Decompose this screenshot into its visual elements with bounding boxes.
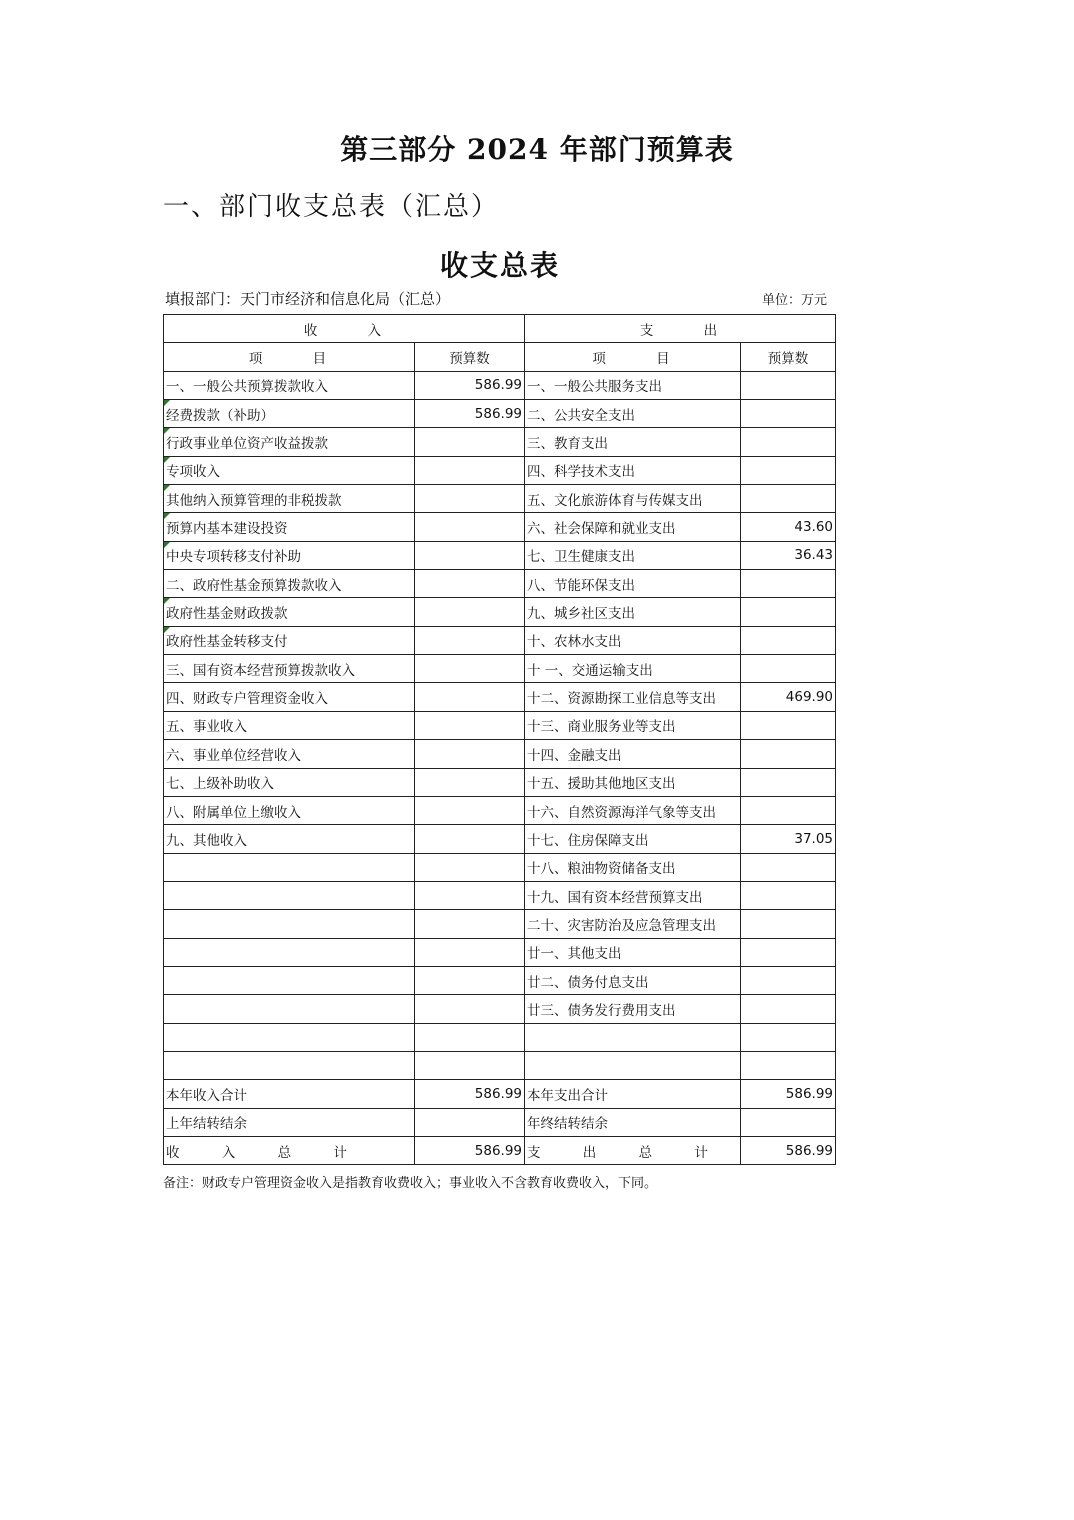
table-row bbox=[164, 1080, 836, 1108]
expense-budget-header: 预算数 bbox=[741, 343, 836, 371]
expense-value-cell bbox=[741, 1108, 836, 1136]
expense-value-cell: 37.05 bbox=[741, 825, 836, 853]
income-value-cell bbox=[415, 910, 525, 938]
expense-item-cell: 四、科学技术支出 bbox=[525, 456, 741, 484]
table-row bbox=[164, 1051, 836, 1079]
income-item-cell: 其他纳入预算管理的非税拨款 bbox=[164, 485, 415, 513]
income-item-cell: 八、附属单位上缴收入 bbox=[164, 796, 415, 824]
expense-value-cell bbox=[741, 853, 836, 881]
income-value-cell bbox=[415, 655, 525, 683]
section-title: 一、部门收支总表（汇总） bbox=[163, 192, 500, 222]
table-row bbox=[164, 711, 836, 739]
expense-value-cell bbox=[741, 371, 836, 399]
income-value-cell bbox=[415, 1108, 525, 1136]
income-value-cell bbox=[415, 938, 525, 966]
income-value-cell bbox=[415, 881, 525, 909]
table-row bbox=[164, 1108, 836, 1136]
table-row bbox=[164, 570, 836, 598]
table-row bbox=[164, 740, 836, 768]
table-row bbox=[164, 1136, 836, 1164]
income-header: 收 入 bbox=[164, 315, 525, 343]
table-row bbox=[164, 626, 836, 654]
table-row bbox=[164, 513, 836, 541]
table-row bbox=[164, 655, 836, 683]
income-item-cell bbox=[164, 1023, 415, 1051]
expense-item-cell: 支 出 总 计 bbox=[525, 1136, 741, 1164]
expense-item-cell: 十八、粮油物资储备支出 bbox=[525, 853, 741, 881]
expense-value-cell bbox=[741, 400, 836, 428]
income-value-cell bbox=[415, 456, 525, 484]
income-value-cell bbox=[415, 711, 525, 739]
table-row bbox=[164, 683, 836, 711]
table-row bbox=[164, 853, 836, 881]
income-value-cell bbox=[415, 570, 525, 598]
expense-item-cell: 二、公共安全支出 bbox=[525, 400, 741, 428]
income-item-cell bbox=[164, 910, 415, 938]
expense-value-cell bbox=[741, 1051, 836, 1079]
expense-value-cell: 586.99 bbox=[741, 1136, 836, 1164]
income-item-cell: 收 入 总 计 bbox=[164, 1136, 415, 1164]
income-item-cell: 九、其他收入 bbox=[164, 825, 415, 853]
budget-summary-table bbox=[163, 314, 836, 1165]
table-row bbox=[164, 428, 836, 456]
expense-item-cell: 八、节能环保支出 bbox=[525, 570, 741, 598]
expense-item-cell: 廿三、债务发行费用支出 bbox=[525, 995, 741, 1023]
table-row bbox=[164, 938, 836, 966]
expense-value-cell bbox=[741, 626, 836, 654]
income-item-cell: 一、一般公共预算拨款收入 bbox=[164, 371, 415, 399]
expense-item-cell: 六、社会保障和就业支出 bbox=[525, 513, 741, 541]
income-item-cell: 三、国有资本经营预算拨款收入 bbox=[164, 655, 415, 683]
table-row bbox=[164, 485, 836, 513]
expense-item-cell: 本年支出合计 bbox=[525, 1080, 741, 1108]
income-value-cell bbox=[415, 853, 525, 881]
expense-item-cell: 五、文化旅游体育与传媒支出 bbox=[525, 485, 741, 513]
reporting-department: 填报部门：天门市经济和信息化局（汇总） bbox=[165, 290, 451, 308]
expense-value-cell bbox=[741, 938, 836, 966]
table-title: 收支总表 bbox=[439, 249, 560, 282]
table-row bbox=[164, 910, 836, 938]
expense-item-cell: 十五、援助其他地区支出 bbox=[525, 768, 741, 796]
income-item-cell bbox=[164, 966, 415, 994]
income-item-cell bbox=[164, 938, 415, 966]
income-value-cell bbox=[415, 825, 525, 853]
income-item-cell bbox=[164, 1051, 415, 1079]
expense-value-cell bbox=[741, 966, 836, 994]
table-row bbox=[164, 598, 836, 626]
table-row bbox=[164, 541, 836, 569]
income-item-cell bbox=[164, 853, 415, 881]
expense-item-cell: 十、农林水支出 bbox=[525, 626, 741, 654]
table-row bbox=[164, 456, 836, 484]
expense-item-cell: 年终结转结余 bbox=[525, 1108, 741, 1136]
income-value-cell: 586.99 bbox=[415, 371, 525, 399]
expense-value-cell bbox=[741, 910, 836, 938]
income-value-cell bbox=[415, 428, 525, 456]
income-item-cell: 五、事业收入 bbox=[164, 711, 415, 739]
income-value-cell bbox=[415, 966, 525, 994]
expense-item-cell: 廿二、债务付息支出 bbox=[525, 966, 741, 994]
income-item-header: 项 目 bbox=[164, 343, 415, 371]
expense-value-cell bbox=[741, 655, 836, 683]
income-value-cell bbox=[415, 485, 525, 513]
table-row bbox=[164, 1023, 836, 1051]
income-value-cell bbox=[415, 995, 525, 1023]
income-budget-header: 预算数 bbox=[415, 343, 525, 371]
expense-value-cell bbox=[741, 768, 836, 796]
expense-item-cell: 十 一、交通运输支出 bbox=[525, 655, 741, 683]
income-value-cell: 586.99 bbox=[415, 1080, 525, 1108]
income-value-cell bbox=[415, 598, 525, 626]
income-item-cell: 政府性基金转移支付 bbox=[164, 626, 415, 654]
income-item-cell: 本年收入合计 bbox=[164, 1080, 415, 1108]
expense-item-cell: 十九、国有资本经营预算支出 bbox=[525, 881, 741, 909]
income-item-cell: 专项收入 bbox=[164, 456, 415, 484]
expense-value-cell bbox=[741, 570, 836, 598]
table-row bbox=[164, 995, 836, 1023]
income-item-cell: 四、财政专户管理资金收入 bbox=[164, 683, 415, 711]
table-row bbox=[164, 371, 836, 399]
income-value-cell bbox=[415, 768, 525, 796]
expense-value-cell bbox=[741, 598, 836, 626]
expense-value-cell: 469.90 bbox=[741, 683, 836, 711]
expense-value-cell bbox=[741, 428, 836, 456]
expense-value-cell: 36.43 bbox=[741, 541, 836, 569]
expense-item-cell bbox=[525, 1051, 741, 1079]
expense-value-cell bbox=[741, 796, 836, 824]
income-value-cell bbox=[415, 1051, 525, 1079]
expense-value-cell bbox=[741, 711, 836, 739]
income-item-cell bbox=[164, 881, 415, 909]
income-value-cell: 586.99 bbox=[415, 400, 525, 428]
expense-item-cell: 十六、自然资源海洋气象等支出 bbox=[525, 796, 741, 824]
income-value-cell bbox=[415, 740, 525, 768]
footnote: 备注：财政专户管理资金收入是指教育收费收入；事业收入不含教育收费收入，下同。 bbox=[163, 1176, 658, 1191]
expense-item-cell: 三、教育支出 bbox=[525, 428, 741, 456]
expense-value-cell bbox=[741, 995, 836, 1023]
income-item-cell: 中央专项转移支付补助 bbox=[164, 541, 415, 569]
income-value-cell bbox=[415, 541, 525, 569]
expense-item-header: 项 目 bbox=[525, 343, 741, 371]
income-value-cell bbox=[415, 683, 525, 711]
table-row bbox=[164, 881, 836, 909]
expense-item-cell: 廿一、其他支出 bbox=[525, 938, 741, 966]
income-value-cell: 586.99 bbox=[415, 1136, 525, 1164]
income-item-cell bbox=[164, 995, 415, 1023]
expense-item-cell: 十四、金融支出 bbox=[525, 740, 741, 768]
income-value-cell bbox=[415, 513, 525, 541]
expense-item-cell: 一、一般公共服务支出 bbox=[525, 371, 741, 399]
unit-label: 单位：万元 bbox=[762, 293, 828, 308]
table-row bbox=[164, 796, 836, 824]
income-item-cell: 上年结转结余 bbox=[164, 1108, 415, 1136]
expense-value-cell: 586.99 bbox=[741, 1080, 836, 1108]
income-item-cell: 预算内基本建设投资 bbox=[164, 513, 415, 541]
income-value-cell bbox=[415, 796, 525, 824]
expense-value-cell bbox=[741, 881, 836, 909]
expense-item-cell: 十七、住房保障支出 bbox=[525, 825, 741, 853]
table-row bbox=[164, 400, 836, 428]
expense-item-cell: 十二、资源勘探工业信息等支出 bbox=[525, 683, 741, 711]
income-item-cell: 二、政府性基金预算拨款收入 bbox=[164, 570, 415, 598]
part-title: 第三部分 2024 年部门预算表 bbox=[340, 133, 734, 166]
income-value-cell bbox=[415, 626, 525, 654]
expense-value-cell bbox=[741, 456, 836, 484]
income-item-cell: 七、上级补助收入 bbox=[164, 768, 415, 796]
table-subheader-row bbox=[164, 343, 836, 371]
expense-value-cell bbox=[741, 1023, 836, 1051]
expense-header: 支 出 bbox=[525, 315, 836, 343]
income-item-cell: 行政事业单位资产收益拨款 bbox=[164, 428, 415, 456]
table-row bbox=[164, 966, 836, 994]
expense-value-cell bbox=[741, 740, 836, 768]
expense-item-cell bbox=[525, 1023, 741, 1051]
income-item-cell: 六、事业单位经营收入 bbox=[164, 740, 415, 768]
expense-value-cell: 43.60 bbox=[741, 513, 836, 541]
income-item-cell: 经费拨款（补助） bbox=[164, 400, 415, 428]
table-row bbox=[164, 768, 836, 796]
expense-value-cell bbox=[741, 485, 836, 513]
table-header-row bbox=[164, 315, 836, 343]
expense-item-cell: 二十、灾害防治及应急管理支出 bbox=[525, 910, 741, 938]
expense-item-cell: 七、卫生健康支出 bbox=[525, 541, 741, 569]
expense-item-cell: 十三、商业服务业等支出 bbox=[525, 711, 741, 739]
income-item-cell: 政府性基金财政拨款 bbox=[164, 598, 415, 626]
table-row bbox=[164, 825, 836, 853]
expense-item-cell: 九、城乡社区支出 bbox=[525, 598, 741, 626]
income-value-cell bbox=[415, 1023, 525, 1051]
